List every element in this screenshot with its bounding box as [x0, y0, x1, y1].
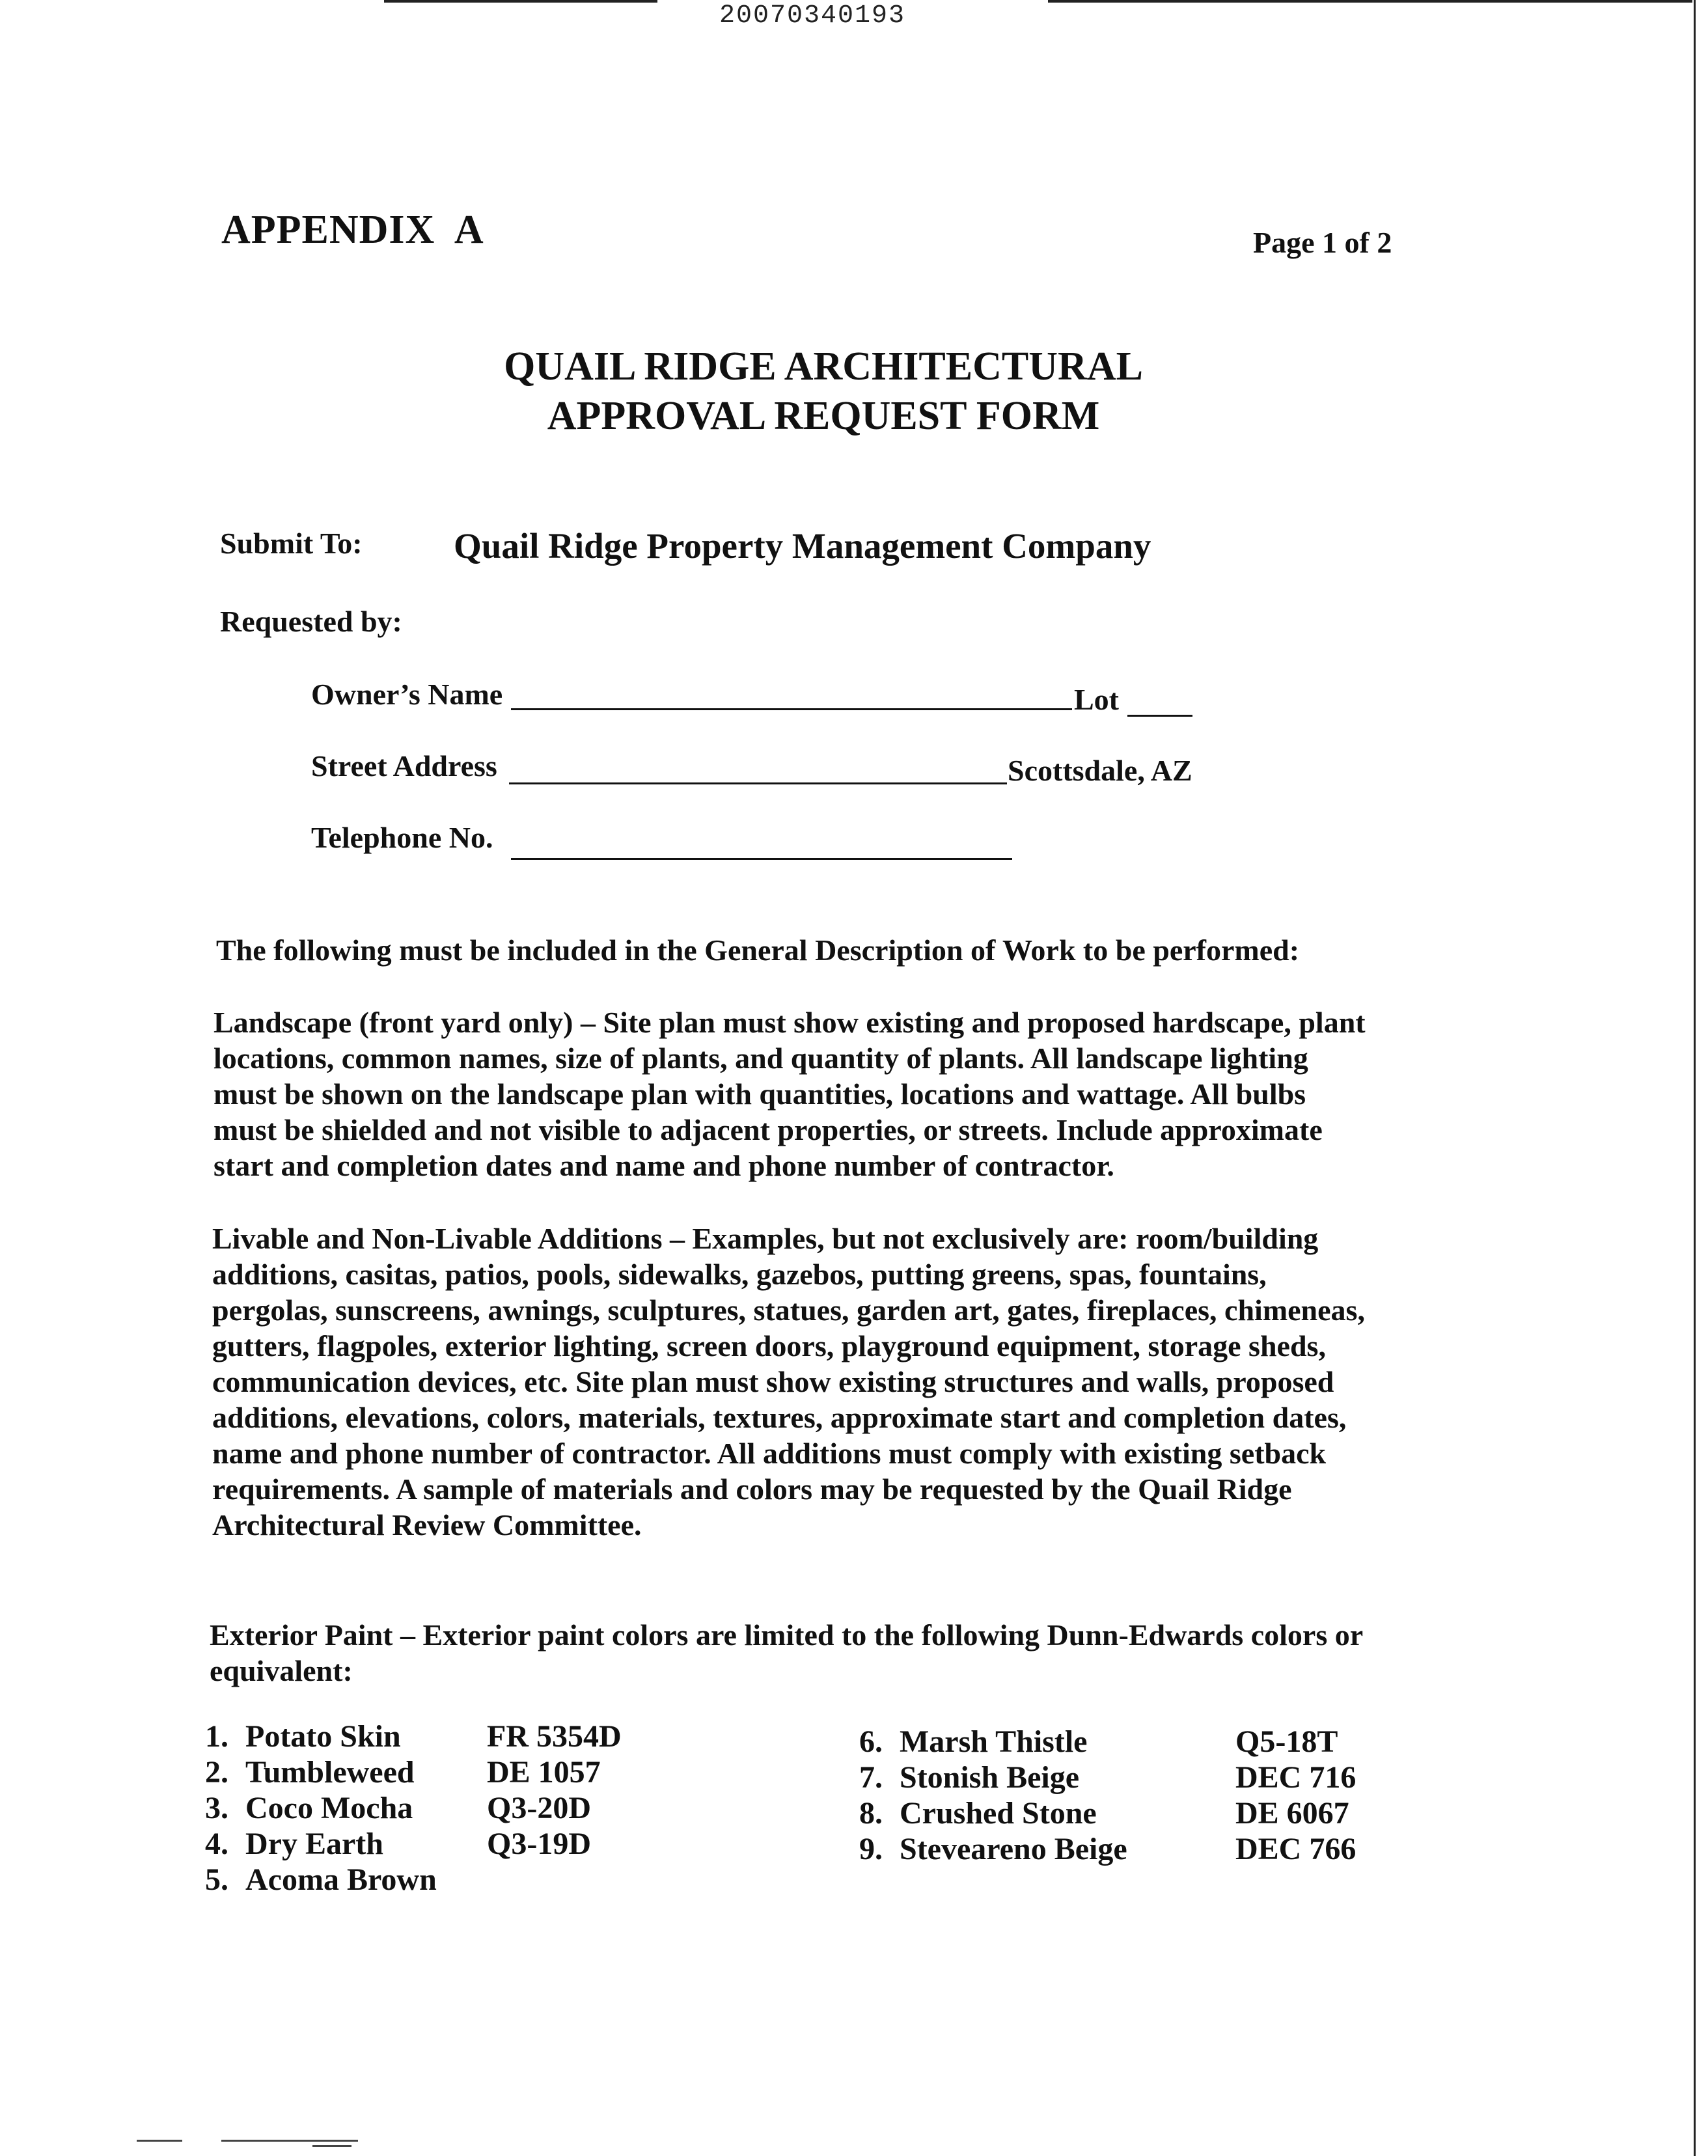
paint-intro-line: equivalent: — [210, 1654, 353, 1687]
color-name: Coco Mocha — [245, 1791, 413, 1825]
color-code: FR 5354D — [487, 1719, 622, 1754]
list-item — [205, 1862, 661, 1898]
color-code: DEC 766 — [1235, 1832, 1357, 1866]
paint-list-right — [859, 1724, 1445, 1873]
landscape-line: must be shown on the landscape plan with quantities, locations and wattage. All bulbs — [214, 1077, 1306, 1111]
owner-name-field[interactable] — [511, 708, 1072, 710]
city-state-label: Scottsdale, AZ — [1008, 754, 1192, 787]
list-item — [859, 1795, 1445, 1831]
landscape-line: start and completion dates and name and phone number of contractor. — [214, 1149, 1114, 1182]
item-number: 3. — [205, 1791, 228, 1825]
document-number: 20070340193 — [719, 1, 906, 31]
paint-intro-line: Exterior Paint – Exterior paint colors are limited to the following Dunn-Edwards colors or — [210, 1618, 1364, 1652]
list-item — [859, 1724, 1445, 1760]
list-item — [205, 1754, 661, 1790]
color-name: Dry Earth — [245, 1827, 383, 1861]
requested-by-label: Requested by: — [220, 605, 402, 638]
item-number: 6. — [859, 1724, 883, 1759]
color-name: Marsh Thistle — [900, 1724, 1088, 1759]
color-code: DE 1057 — [487, 1755, 601, 1790]
additions-paragraph — [212, 1221, 1488, 1543]
item-number: 5. — [205, 1862, 228, 1897]
color-name: Tumbleweed — [245, 1755, 415, 1790]
item-number: 4. — [205, 1827, 228, 1861]
list-item — [205, 1826, 661, 1862]
color-name: Acoma Brown — [245, 1862, 437, 1897]
lot-field[interactable] — [1127, 715, 1192, 717]
appendix-heading: APPENDIX A — [221, 208, 484, 252]
list-item — [205, 1719, 661, 1754]
color-name: Crushed Stone — [900, 1796, 1097, 1831]
additions-line: Livable and Non-Livable Additions – Examples, but not exclusively are: room/building — [212, 1222, 1319, 1255]
top-scan-rule-right — [1048, 0, 1692, 3]
page-edge-line — [1694, 0, 1696, 2156]
lot-label: Lot — [1074, 683, 1119, 716]
item-number: 9. — [859, 1832, 883, 1866]
scan-speck — [137, 2140, 182, 2142]
telephone-label: Telephone No. — [311, 821, 493, 854]
list-item — [859, 1760, 1445, 1795]
item-number: 2. — [205, 1755, 228, 1790]
item-number: 1. — [205, 1719, 228, 1754]
color-code: DEC 716 — [1235, 1760, 1357, 1795]
color-code: Q3-19D — [487, 1827, 591, 1861]
list-item — [205, 1790, 661, 1826]
street-address-field[interactable] — [509, 782, 1007, 784]
additions-line: additions, elevations, colors, materials, textures, approximate start and completion dates, — [212, 1401, 1347, 1434]
landscape-line: locations, common names, size of plants, and quantity of plants. All landscape lighting — [214, 1042, 1308, 1075]
scan-speck — [221, 2140, 358, 2142]
color-name: Potato Skin — [245, 1719, 401, 1754]
street-address-label: Street Address — [311, 749, 497, 782]
submit-to-label: Submit To: — [220, 527, 363, 560]
top-scan-rule-left — [384, 0, 657, 3]
list-item — [859, 1831, 1445, 1867]
general-description-intro: The following must be included in the General Description of Work to be performed: — [216, 933, 1300, 967]
color-code: Q3-20D — [487, 1791, 591, 1825]
scan-speck — [312, 2145, 351, 2147]
color-name: Stonish Beige — [900, 1760, 1080, 1795]
landscape-line: must be shielded and not visible to adjacent properties, or streets. Include approximate — [214, 1113, 1323, 1146]
exterior-paint-paragraph — [210, 1617, 1485, 1689]
page-indicator: Page 1 of 2 — [1253, 226, 1392, 259]
landscape-line: Landscape (front yard only) – Site plan must show existing and proposed hardscape, plant — [214, 1006, 1366, 1039]
owner-name-label: Owner’s Name — [311, 678, 503, 711]
additions-line: pergolas, sunscreens, awnings, sculptures, statues, garden art, gates, fireplaces, chimeneas, — [212, 1293, 1365, 1327]
form-title-line1: QUAIL RIDGE ARCHITECTURAL — [504, 344, 1143, 389]
submit-to-value: Quail Ridge Property Management Company — [454, 526, 1151, 566]
additions-line: Architectural Review Committee. — [212, 1508, 642, 1541]
additions-line: additions, casitas, patios, pools, sidewalks, gazebos, putting greens, spas, fountains, — [212, 1258, 1267, 1291]
telephone-field[interactable] — [511, 858, 1012, 860]
color-name: Steveareno Beige — [900, 1832, 1127, 1866]
color-code: DE 6067 — [1235, 1796, 1349, 1831]
paint-list-left — [205, 1719, 661, 1907]
additions-line: name and phone number of contractor. All additions must comply with existing setback — [212, 1437, 1327, 1470]
additions-line: requirements. A sample of materials and colors may be requested by the Quail Ridge — [212, 1472, 1292, 1506]
landscape-paragraph — [214, 1004, 1489, 1183]
form-title-line2: APPROVAL REQUEST FORM — [547, 394, 1100, 438]
item-number: 7. — [859, 1760, 883, 1795]
additions-line: gutters, flagpoles, exterior lighting, screen doors, playground equipment, storage sheds, — [212, 1329, 1326, 1362]
item-number: 8. — [859, 1796, 883, 1831]
additions-line: communication devices, etc. Site plan must show existing structures and walls, proposed — [212, 1365, 1334, 1398]
color-code: Q5-18T — [1235, 1724, 1338, 1759]
